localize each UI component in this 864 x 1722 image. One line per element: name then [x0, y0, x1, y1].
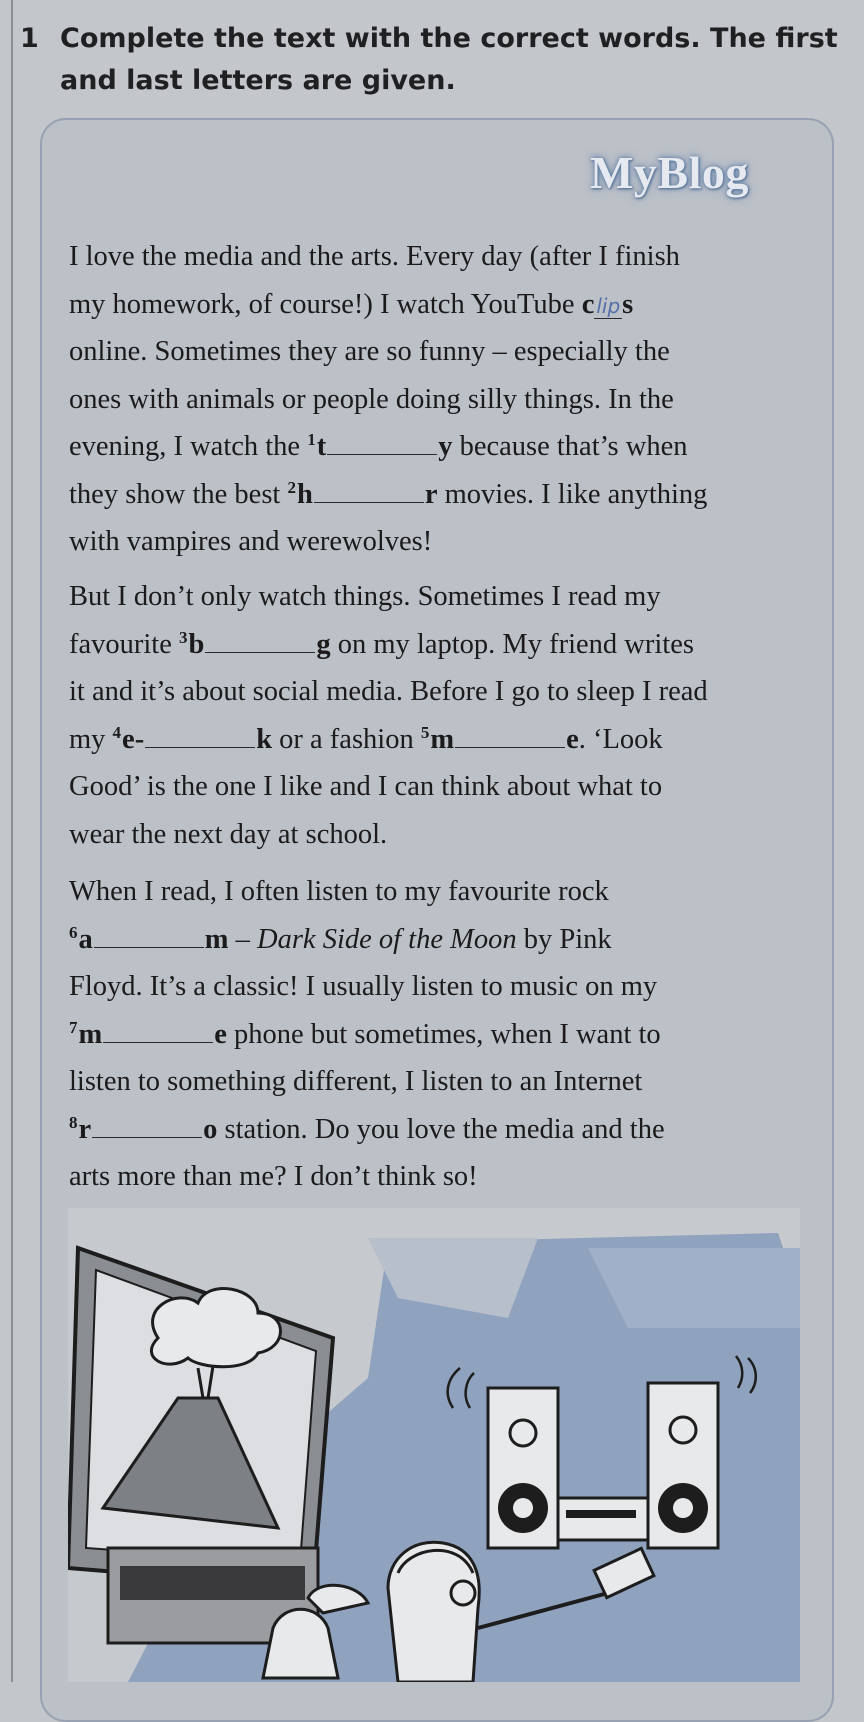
text-line: Floyd. It’s a classic! I usually listen to music on my — [69, 971, 658, 1002]
answer-gap-6[interactable] — [94, 917, 204, 948]
text-line: with vampires and werewolves! — [69, 526, 433, 557]
text-line — [69, 621, 819, 669]
text-line: wear the next day at school. — [69, 818, 388, 850]
last-letter: e — [566, 723, 579, 755]
text-line: ones with animals or people doing silly things. In the — [69, 383, 674, 415]
text-line: listen to something different, I listen to an Internet — [69, 1066, 643, 1097]
exercise-instruction — [60, 18, 850, 102]
text-line — [69, 281, 819, 329]
text-segment: my — [69, 723, 113, 755]
first-letter: e- — [122, 723, 145, 755]
text-segment: . ‘Look — [578, 723, 663, 755]
last-letter: s — [622, 288, 634, 320]
text-segment: favourite — [69, 628, 179, 660]
first-letter: m — [430, 723, 455, 755]
gap-number: 1 — [307, 430, 316, 449]
text-segment: my homework, of course!) I watch YouTube — [69, 288, 582, 320]
blog-title: MyBlog — [590, 147, 749, 198]
first-letter: a — [78, 923, 93, 955]
speaker-icon — [648, 1383, 718, 1548]
last-letter: m — [204, 923, 229, 955]
text-line — [69, 716, 819, 764]
answer-gap-5[interactable] — [455, 717, 565, 748]
first-letter: t — [316, 431, 327, 462]
text-line: Good’ is the one I like and I can think about what to — [69, 771, 663, 802]
blog-paragraph-2 — [69, 573, 819, 858]
first-letter: r — [78, 1113, 92, 1145]
answer-gap-8[interactable] — [92, 1107, 202, 1138]
first-letter: m — [78, 1018, 103, 1050]
gap-number: 5 — [420, 722, 430, 742]
text-line: But I don’t only watch things. Sometimes I read my — [69, 581, 661, 612]
example-answer: lip — [596, 293, 621, 318]
answer-gap-4[interactable] — [145, 717, 255, 748]
answer-gap-3[interactable] — [205, 622, 315, 653]
last-letter: g — [316, 628, 331, 660]
last-letter: r — [424, 478, 438, 510]
text-segment: evening, I watch the — [69, 431, 308, 462]
blog-paragraph-1 — [69, 233, 819, 566]
text-line — [69, 423, 819, 471]
text-line: arts more than me? I don’t think so! — [69, 1161, 478, 1192]
answer-gap-7[interactable] — [103, 1012, 213, 1043]
album-title: Dark Side of the Moon — [257, 923, 517, 955]
gap-number: 8 — [69, 1112, 78, 1132]
text-segment: movies. I like anything — [437, 478, 708, 510]
text-segment: on my laptop. My friend writes — [330, 628, 694, 660]
blog-paragraph-3 — [69, 868, 819, 1201]
text-line — [69, 1011, 819, 1059]
speaker-icon — [488, 1388, 558, 1548]
exercise-number: 1 — [20, 23, 39, 54]
text-line: online. Sometimes they are so funny – especially the — [69, 336, 670, 367]
instruction-line-1: Complete the text with the correct words. The first — [60, 23, 838, 54]
first-letter: c — [581, 288, 595, 320]
text-line: I love the media and the arts. Every day (after I finish — [69, 241, 680, 272]
last-letter: e — [214, 1018, 227, 1050]
gap-number: 7 — [69, 1017, 78, 1037]
text-segment: – — [228, 923, 257, 955]
first-letter: b — [188, 628, 205, 660]
last-letter: k — [256, 723, 273, 755]
text-segment: by Pink — [516, 923, 612, 955]
answer-gap-1[interactable] — [327, 424, 437, 455]
instruction-line-2: and last letters are given. — [60, 65, 456, 96]
text-segment: they show the best — [69, 478, 288, 510]
page-left-border — [11, 0, 13, 1682]
answer-gap-2[interactable] — [314, 472, 424, 503]
media-illustration — [68, 1208, 800, 1682]
text-line — [69, 1106, 819, 1154]
text-line: When I read, I often listen to my favourite rock — [69, 876, 609, 907]
text-segment: phone but sometimes, when I want to — [226, 1018, 661, 1050]
first-letter: h — [296, 478, 313, 510]
text-line — [69, 471, 819, 519]
text-segment: station. Do you love the media and the — [217, 1113, 665, 1145]
last-letter: y — [438, 431, 453, 462]
gap-number: 2 — [287, 477, 296, 497]
last-letter: o — [203, 1113, 218, 1145]
gap-number: 4 — [112, 722, 122, 742]
text-segment: because that’s when — [452, 431, 688, 462]
text-segment: or a fashion — [272, 723, 421, 755]
text-line — [69, 916, 819, 964]
gap-number: 6 — [69, 922, 78, 942]
gap-number: 3 — [179, 627, 188, 647]
text-line: it and it’s about social media. Before I go to sleep I read — [69, 676, 708, 707]
